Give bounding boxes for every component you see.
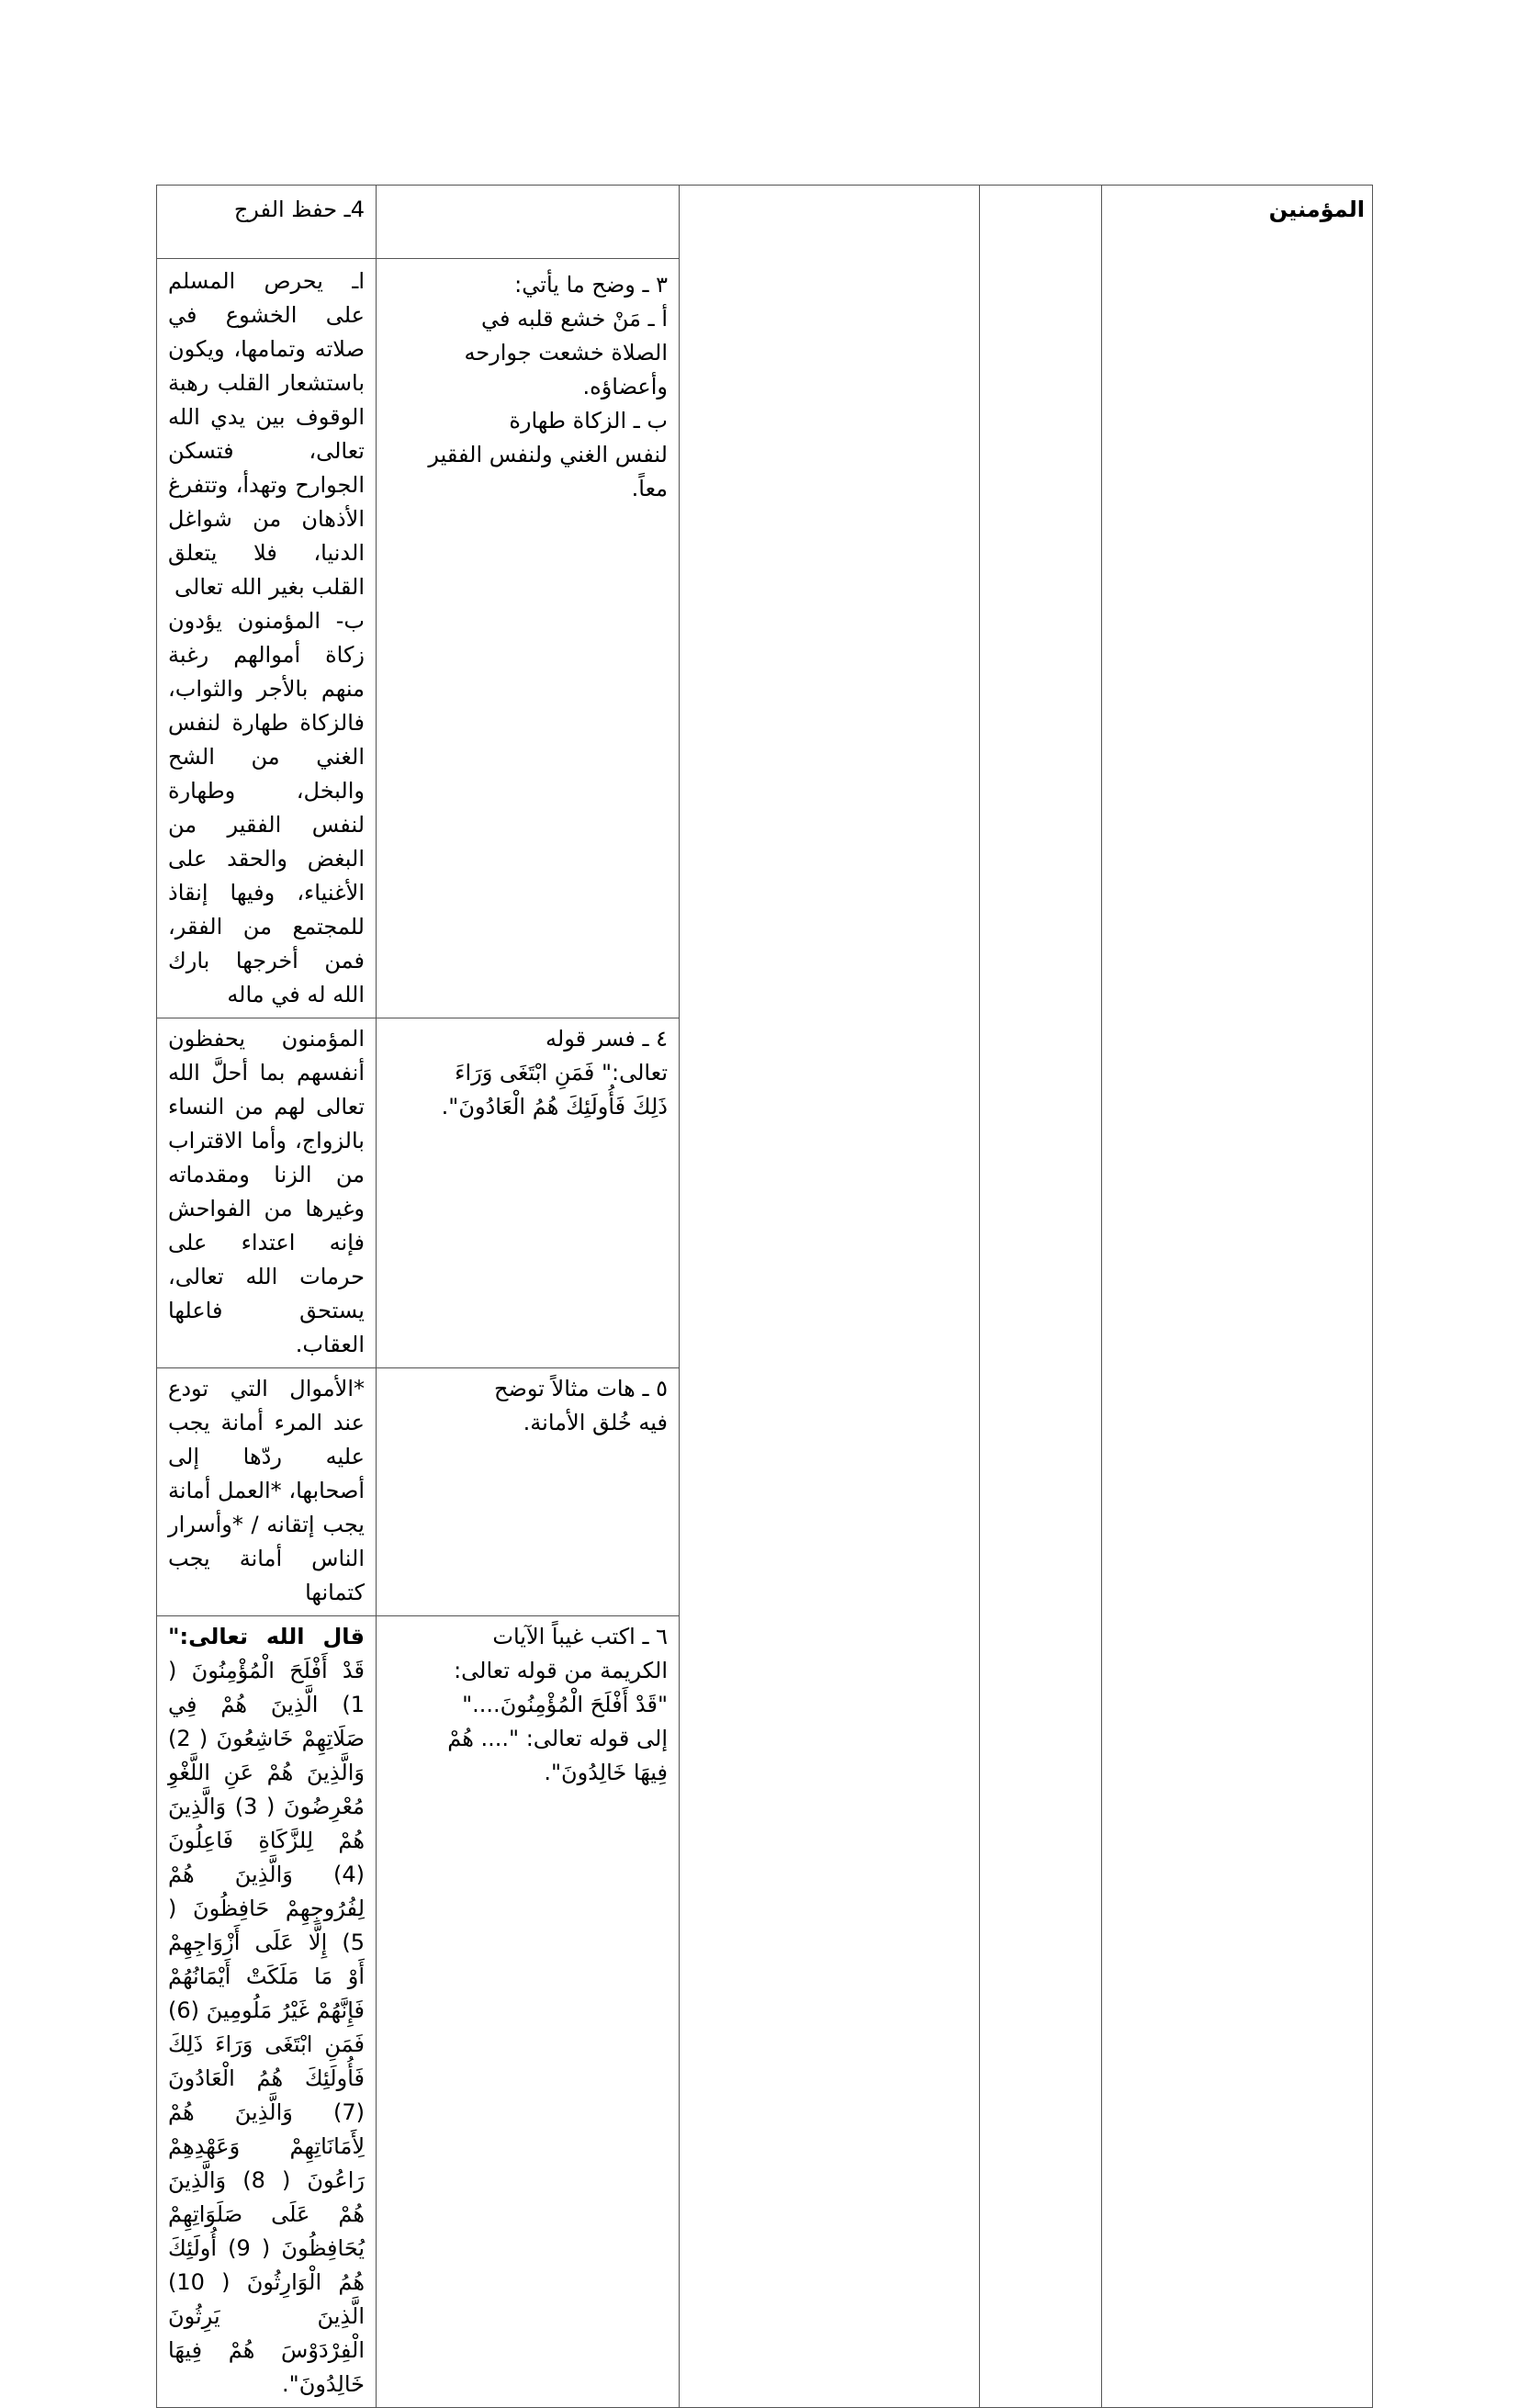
empty-cell	[980, 186, 1102, 2408]
lesson-table	[156, 185, 1373, 2408]
answer-text: *الأموال التي تودع عند المرء أمانة يجب عليه ردّها إلى أصحابها، *العمل أمانة يجب إتقانه / *وأسرار الناس أمانة يجب كتمانها	[168, 1376, 365, 1605]
answer-text: اـ يحرص المسلم على الخشوع في صلاته وتمامها، ويكون باستشعار القلب رهبة الوقوف بين يدي الله تعالى، فتسكن الجوارح وتهدأ، وتتفرغ الأذهان من شواغل الدنيا، فلا يتعلق القلب بغير الله تعالى	[168, 268, 365, 600]
verse-text: قَدْ أَفْلَحَ الْمُؤْمِنُونَ ( 1) الَّذِينَ هُمْ فِي صَلَاتِهِمْ خَاشِعُونَ ( 2) وَالَّذِينَ هُمْ عَنِ اللَّغْوِ مُعْرِضُونَ ( 3) وَالَّذِينَ هُمْ لِلزَّكَاةِ فَاعِلُونَ (4) وَالَّذِينَ هُمْ لِفُرُوجِهِمْ حَافِظُونَ ( 5) إِلَّا عَلَى أَزْوَاجِهِمْ أَوْ مَا مَلَكَتْ أَيْمَانُهُمْ فَإِنَّهُمْ غَيْرُ مَلُومِينَ (6) فَمَنِ ابْتَغَى وَرَاءَ ذَلِكَ فَأُولَئِكَ هُمُ الْعَادُونَ (7) وَالَّذِينَ هُمْ لِأَمَانَاتِهِمْ وَعَهْدِهِمْ رَاعُونَ ( 8) وَالَّذِينَ هُمْ عَلَى صَلَوَاتِهِمْ يُحَافِظُونَ ( 9) أُولَئِكَ هُمُ الْوَارِثُونَ ( 10) الَّذِينَ يَرِثُونَ الْفِرْدَوْسَ هُمْ فِيهَا خَالِدُونَ".	[167, 1658, 365, 2397]
question-line: الكريمة من قوله تعالى:	[454, 1658, 668, 1683]
answer-text: المؤمنون يحفظون أنفسهم بما أحلَّ الله تعالى لهم من النساء بالزواج، وأما الاقتراب من الزنا ومقدماته وغيرها من الفواحش فإنه اعتداء على حرمات الله تعالى، يستحق فاعلها العقاب.	[168, 1026, 365, 1357]
answer-text: 4ـ حفظ الفرج	[233, 197, 365, 222]
question-line: ب ـ الزكاة طهارة	[509, 408, 668, 433]
question-line: أ ـ مَنْ خشع قلبه في	[481, 306, 668, 332]
question-cell	[377, 1616, 680, 2408]
question-line: وأعضاؤه.	[582, 374, 668, 399]
question-line: ٥ ـ هات مثالاً توضح	[493, 1376, 668, 1401]
question-line: إلى قوله تعالى: ".... هُمْ	[447, 1726, 668, 1751]
topic-cell	[1102, 186, 1373, 2408]
question-line: "قَدْ أَفْلَحَ الْمُؤْمِنُونَ...."	[462, 1692, 668, 1717]
table-row	[157, 186, 1373, 259]
question-line: ٦ ـ اكتب غيباً الآيات	[492, 1624, 668, 1649]
question-line: ذَلِكَ فَأُولَئِكَ هُمُ الْعَادُونَ".	[441, 1094, 668, 1120]
empty-cell	[680, 186, 980, 2408]
question-line: تعالى:" فَمَنِ ابْتَغَى وَرَاءَ	[455, 1060, 668, 1086]
question-line: لنفس الغني ولنفس الفقير	[428, 442, 668, 467]
answer-cell	[157, 259, 377, 1018]
question-line: الصلاة خشعت جوارحه	[464, 340, 668, 366]
answer-cell	[157, 186, 377, 259]
question-line: معاً.	[631, 476, 668, 501]
answer-cell	[157, 1616, 377, 2408]
topic-label: المؤمنين	[1268, 197, 1365, 222]
answer-cell	[157, 1368, 377, 1616]
question-cell	[377, 1368, 680, 1616]
answer-cell	[157, 1018, 377, 1368]
verse-intro: قال الله تعالى:"	[168, 1624, 365, 1649]
question-line: ٤ ـ فسر قوله	[546, 1026, 668, 1052]
question-cell	[377, 186, 680, 259]
answer-text: ب- المؤمنون يؤدون زكاة أموالهم رغبة منهم بالأجر والثواب، فالزكاة طهارة لنفس الغني من الشح والبخل، وطهارة لنفس الفقير من البغض والحقد على الأغنياء، وفيها إنقاذ للمجتمع من الفقر، فمن أخرجها بارك الله له في ماله	[168, 608, 365, 1007]
question-cell	[377, 1018, 680, 1368]
question-cell	[377, 259, 680, 1018]
question-line: فيه خُلق الأمانة.	[523, 1410, 668, 1435]
question-line: فِيهَا خَالِدُونَ".	[544, 1760, 668, 1785]
question-line: ٣ ـ وضح ما يأتي:	[514, 272, 668, 298]
